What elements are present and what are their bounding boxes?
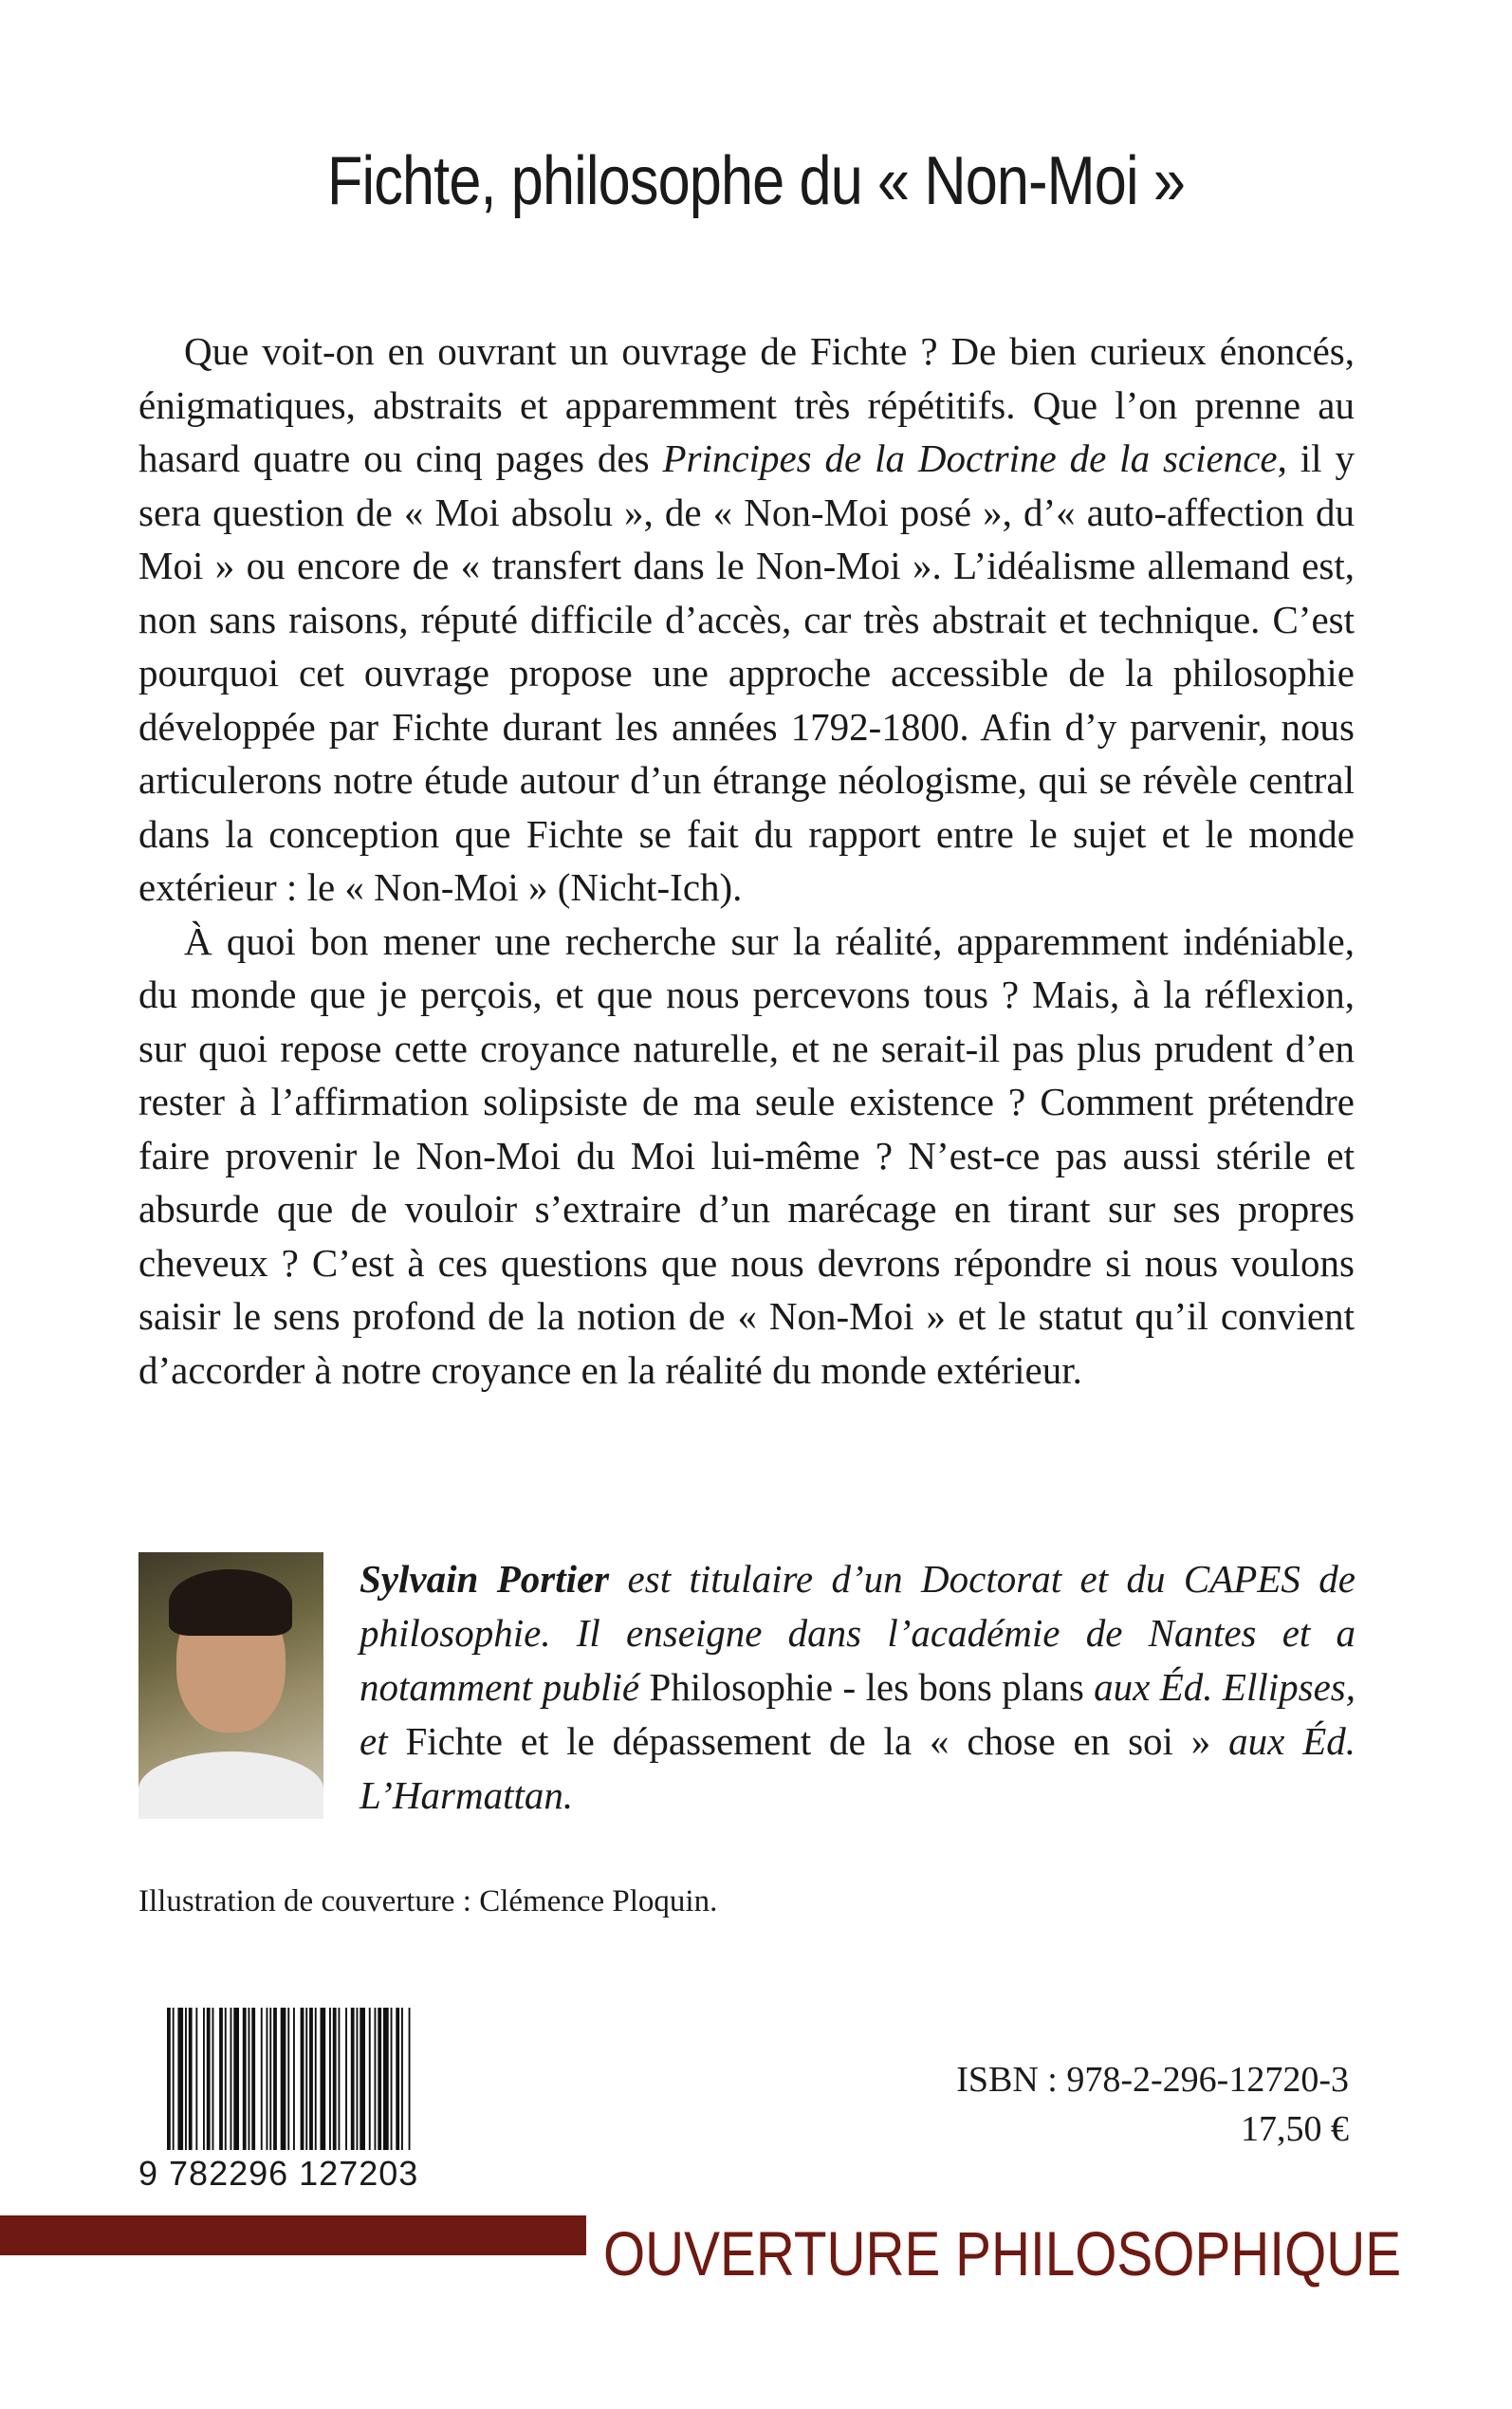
- barcode-bar: [219, 2008, 223, 2150]
- barcode-bar: [212, 2008, 214, 2150]
- cited-work-title: Principes de la Doctrine de la science: [662, 436, 1278, 480]
- illustration-credit: Illustration de couverture : Clémence Ploquin.: [138, 1884, 718, 1918]
- barcode-bar: [293, 2008, 295, 2150]
- barcode-bar: [207, 2008, 211, 2150]
- barcode-bar: [167, 2008, 171, 2150]
- barcode-bar: [203, 2008, 205, 2150]
- author-bio-text-2: aux Éd. Ellipses, et: [360, 1665, 1355, 1763]
- barcode-bar: [267, 2008, 268, 2150]
- summary-paragraph-1: [138, 324, 1355, 915]
- collection-name: OUVERTURE PHILOSOPHIQUE: [603, 2218, 1402, 2289]
- isbn: ISBN : 978-2-296-12720-3: [956, 2060, 1349, 2100]
- barcode-bar: [185, 2008, 187, 2150]
- barcode-bar: [329, 2008, 331, 2150]
- barcode-bar: [401, 2008, 403, 2150]
- barcode-bar: [315, 2008, 317, 2150]
- barcode-bar: [345, 2008, 347, 2150]
- barcode-bar: [333, 2008, 337, 2150]
- barcode-bar: [273, 2008, 277, 2150]
- barcode-bar: [360, 2008, 365, 2150]
- collection-bar: [0, 2215, 586, 2255]
- barcode-bar: [189, 2008, 193, 2150]
- barcode-bar: [378, 2008, 381, 2150]
- barcode-bar: [383, 2008, 389, 2150]
- book-title: Fichte, philosophe du « Non-Moi »: [326, 143, 1186, 219]
- summary-paragraph-2: À quoi bon mener une recherche sur la réalité, apparemment indéniable, du monde que je perçois, et que nous percevons tous ? Mais, à la réflexion, sur quoi repose cette croyance naturelle, et ne serait-il pas plus prudent d’en rester à l’affirmation solipsiste de ma seule existence ? Comment prétendre faire provenir le Non-Moi du Moi lui-même ? N’est-ce pas aussi stérile et absurde que de vouloir s’extraire d’un marécage en tirant sur ses propres cheveux ? C’est à ces questions que nous devrons répondre si nous voulons saisir le sens profond de la notion de « Non-Moi » et le statut qu’il convient d’accorder à notre croyance en la réalité du monde extérieur.: [138, 918, 1355, 1392]
- barcode-bars: [138, 2008, 489, 2159]
- barcode-bar: [251, 2008, 255, 2150]
- author-book-1: Philosophie - les bons plans: [649, 1665, 1084, 1709]
- barcode-bar: [321, 2008, 326, 2150]
- barcode-bar: [230, 2008, 232, 2150]
- back-cover-summary: [138, 324, 1355, 1397]
- barcode-bar: [261, 2008, 263, 2150]
- barcode: [138, 2008, 489, 2193]
- price: 17,50 €: [1241, 2109, 1349, 2149]
- barcode-bar: [391, 2008, 393, 2150]
- summary-p1-text-b: , il y sera question de « Moi absolu », de « Non-Moi posé », d’« auto-affection du Moi » ou encore de « transfert dans le Non-Moi ». L’idéalisme allemand est, non sans raisons, réputé difficile d’accès, car très abstrait et technique. C’est pourquoi cet ouvrage propose une approche accessible de la philosophie développée par Fichte durant les années 1792-1800. Afin d’y parvenir, nous articulerons notre étude autour d’un étrange néologisme, qui se révèle central dans la conception que Fichte se fait du rapport entre le sujet et le monde extérieur : le « Non-Moi » (Nicht-Ich).: [138, 436, 1355, 909]
- barcode-bar: [243, 2008, 247, 2150]
- author-photo: [138, 1552, 323, 1819]
- barcode-bar: [369, 2008, 371, 2150]
- barcode-bar: [233, 2008, 239, 2150]
- author-photo-hair: [169, 1569, 292, 1636]
- barcode-bar: [309, 2008, 313, 2150]
- barcode-bar: [173, 2008, 175, 2150]
- barcode-bar: [177, 2008, 183, 2150]
- author-name: Sylvain Portier: [360, 1557, 610, 1601]
- barcode-bar: [195, 2008, 197, 2150]
- barcode-digits: 9 782296 127203: [138, 2154, 419, 2193]
- barcode-bar: [396, 2008, 399, 2150]
- barcode-bar: [269, 2008, 271, 2150]
- barcode-bar: [301, 2008, 304, 2150]
- barcode-bar: [351, 2008, 355, 2150]
- barcode-bar: [409, 2008, 411, 2150]
- barcode-bar: [339, 2008, 341, 2150]
- barcode-bar: [249, 2008, 250, 2150]
- author-bio: [360, 1552, 1355, 1823]
- barcode-bar: [287, 2008, 289, 2150]
- author-photo-shirt: [138, 1751, 323, 1819]
- barcode-bar: [225, 2008, 227, 2150]
- author-book-2: Fichte et le dépassement de la « chose en soi »: [405, 1719, 1211, 1763]
- barcode-bar: [357, 2008, 359, 2150]
- author-bio-text-1: est titulaire d’un Doctorat et du CAPES de philosophie. Il enseigne dans l’académie de Nantes et a notamment publié: [360, 1557, 1356, 1709]
- barcode-bar: [281, 2008, 286, 2150]
- author-bio-text-3: aux Éd. L’Harmattan.: [360, 1719, 1356, 1817]
- barcode-bar: [375, 2008, 377, 2150]
- summary-p1-text-a: Que voit-on en ouvrant un ouvrage de Fichte ? De bien curieux énoncés, énigmatiques, abstraits et apparemment très répétitifs. Que l’on prenne au hasard quatre ou cinq pages des: [138, 329, 1355, 480]
- barcode-bar: [305, 2008, 307, 2150]
